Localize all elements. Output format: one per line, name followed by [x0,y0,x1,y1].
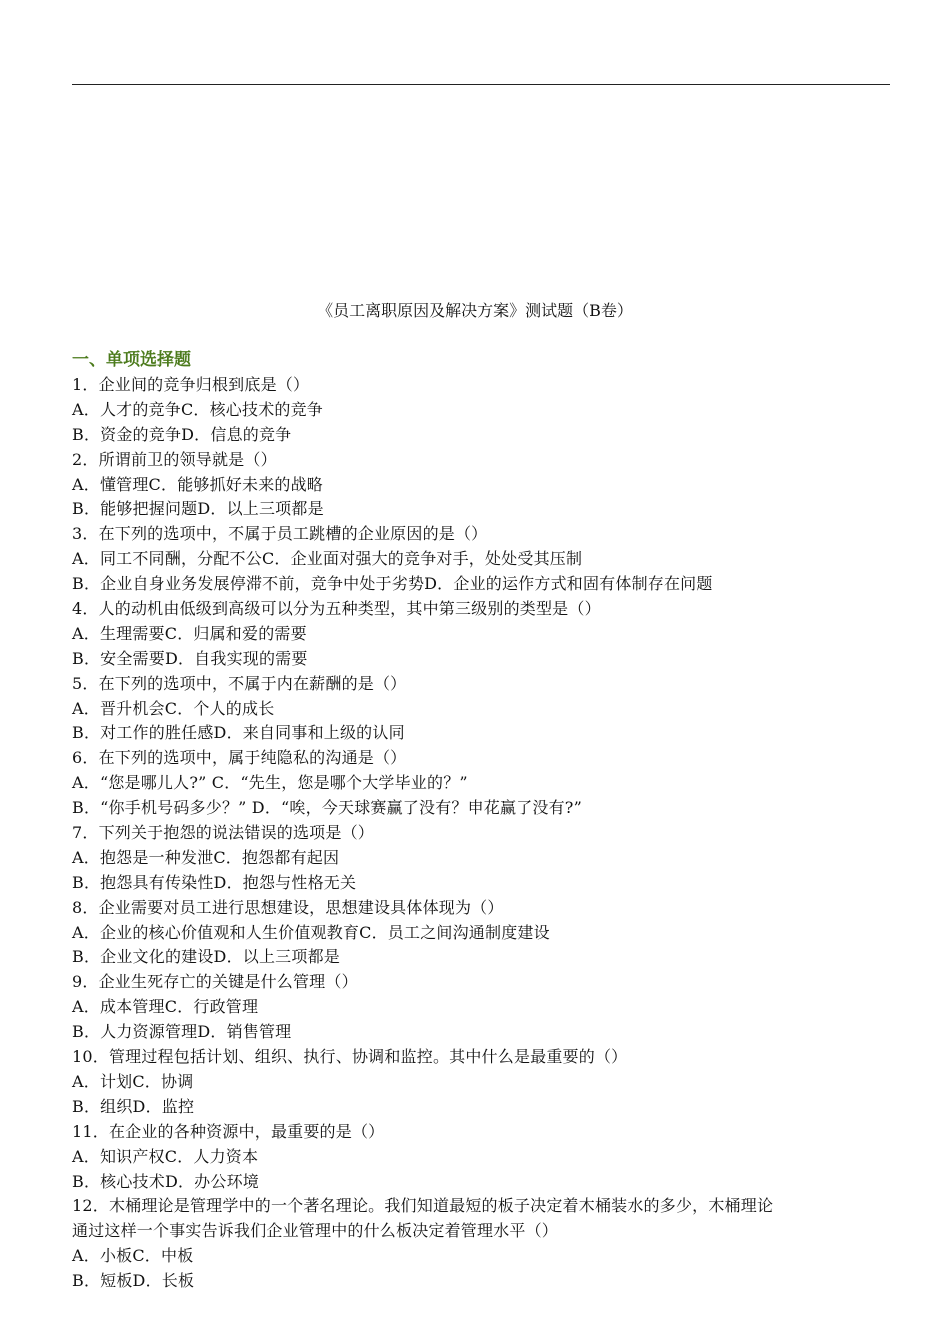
text-line: B．企业自身业务发展停滞不前，竞争中处于劣势D．企业的运作方式和固有体制存在问题 [72,574,713,594]
text-line: 10．管理过程包括计划、组织、执行、协调和监控。其中什么是最重要的（） [72,1047,628,1067]
text-line: A．知识产权C．人力资本 [72,1146,259,1166]
text-line: B．对工作的胜任感D．来自同事和上级的认同 [72,723,405,743]
text-line: 9．企业生死存亡的关键是什么管理（） [72,972,358,992]
text-line: 4．人的动机由低级到高级可以分为五种类型，其中第三级别的类型是（） [72,599,601,619]
text-line: 通过这样一个事实告诉我们企业管理中的什么板决定着管理水平（） [72,1221,559,1241]
text-line: B．资金的竞争D．信息的竞争 [72,424,292,444]
text-line: B．核心技术D．办公环境 [72,1171,259,1191]
text-line: A．小板C．中板 [72,1246,194,1266]
text-line: A．成本管理C．行政管理 [72,997,259,1017]
text-line: 12．木桶理论是管理学中的一个著名理论。我们知道最短的板子决定着木桶装水的多少，木桶理论 [72,1196,774,1216]
text-line: 8．企业需要对员工进行思想建设，思想建设具体体现为（） [72,897,504,917]
text-line: B．组织D．监控 [72,1096,195,1116]
text-line: A．生理需要C．归属和爱的需要 [72,623,307,643]
text-line: 7．下列关于抱怨的说法错误的选项是（） [72,823,374,843]
section-heading: 一、单项选择题 [72,350,191,370]
text-line: B．“你手机号码多少？” D．“唉，今天球赛赢了没有？申花赢了没有?” [72,798,582,818]
text-line: A．人才的竞争C．核心技术的竞争 [72,399,323,419]
text-line: 5．在下列的选项中，不属于内在薪酬的是（） [72,673,407,693]
text-line: B．能够把握问题D．以上三项都是 [72,499,324,519]
text-line: 2．所谓前卫的领导就是（） [72,449,277,469]
text-line: A．晋升机会C．个人的成长 [72,698,275,718]
text-line: B．企业文化的建设D．以上三项都是 [72,947,340,967]
text-line: A．计划C．协调 [72,1071,194,1091]
text-line: A．“您是哪儿人?” C．“先生，您是哪个大学毕业的？” [72,773,468,793]
text-line: 1．企业间的竞争归根到底是（） [72,375,310,394]
text-line: 3．在下列的选项中，不属于员工跳槽的企业原因的是（） [72,524,488,544]
text-line: A．懂管理C．能够抓好未来的战略 [72,474,323,494]
document-title: 《员工离职原因及解决方案》测试题（B卷） [317,301,633,320]
text-line: 11．在企业的各种资源中，最重要的是（） [72,1121,385,1141]
text-line: 6．在下列的选项中，属于纯隐私的沟通是（） [72,748,407,768]
text-line: B．人力资源管理D．销售管理 [72,1022,292,1042]
text-line: B．抱怨具有传染性D．抱怨与性格无关 [72,872,357,892]
header-rule [72,84,890,85]
text-line: B．短板D．长板 [72,1271,195,1291]
text-line: A．抱怨是一种发泄C．抱怨都有起因 [72,847,340,867]
question-list [72,373,892,1294]
text-line: A．同工不同酬，分配不公C．企业面对强大的竞争对手，处处受其压制 [72,549,583,569]
text-line: A．企业的核心价值观和人生价值观教育C．员工之间沟通制度建设 [72,922,550,942]
text-line: B．安全需要D．自我实现的需要 [72,648,308,668]
